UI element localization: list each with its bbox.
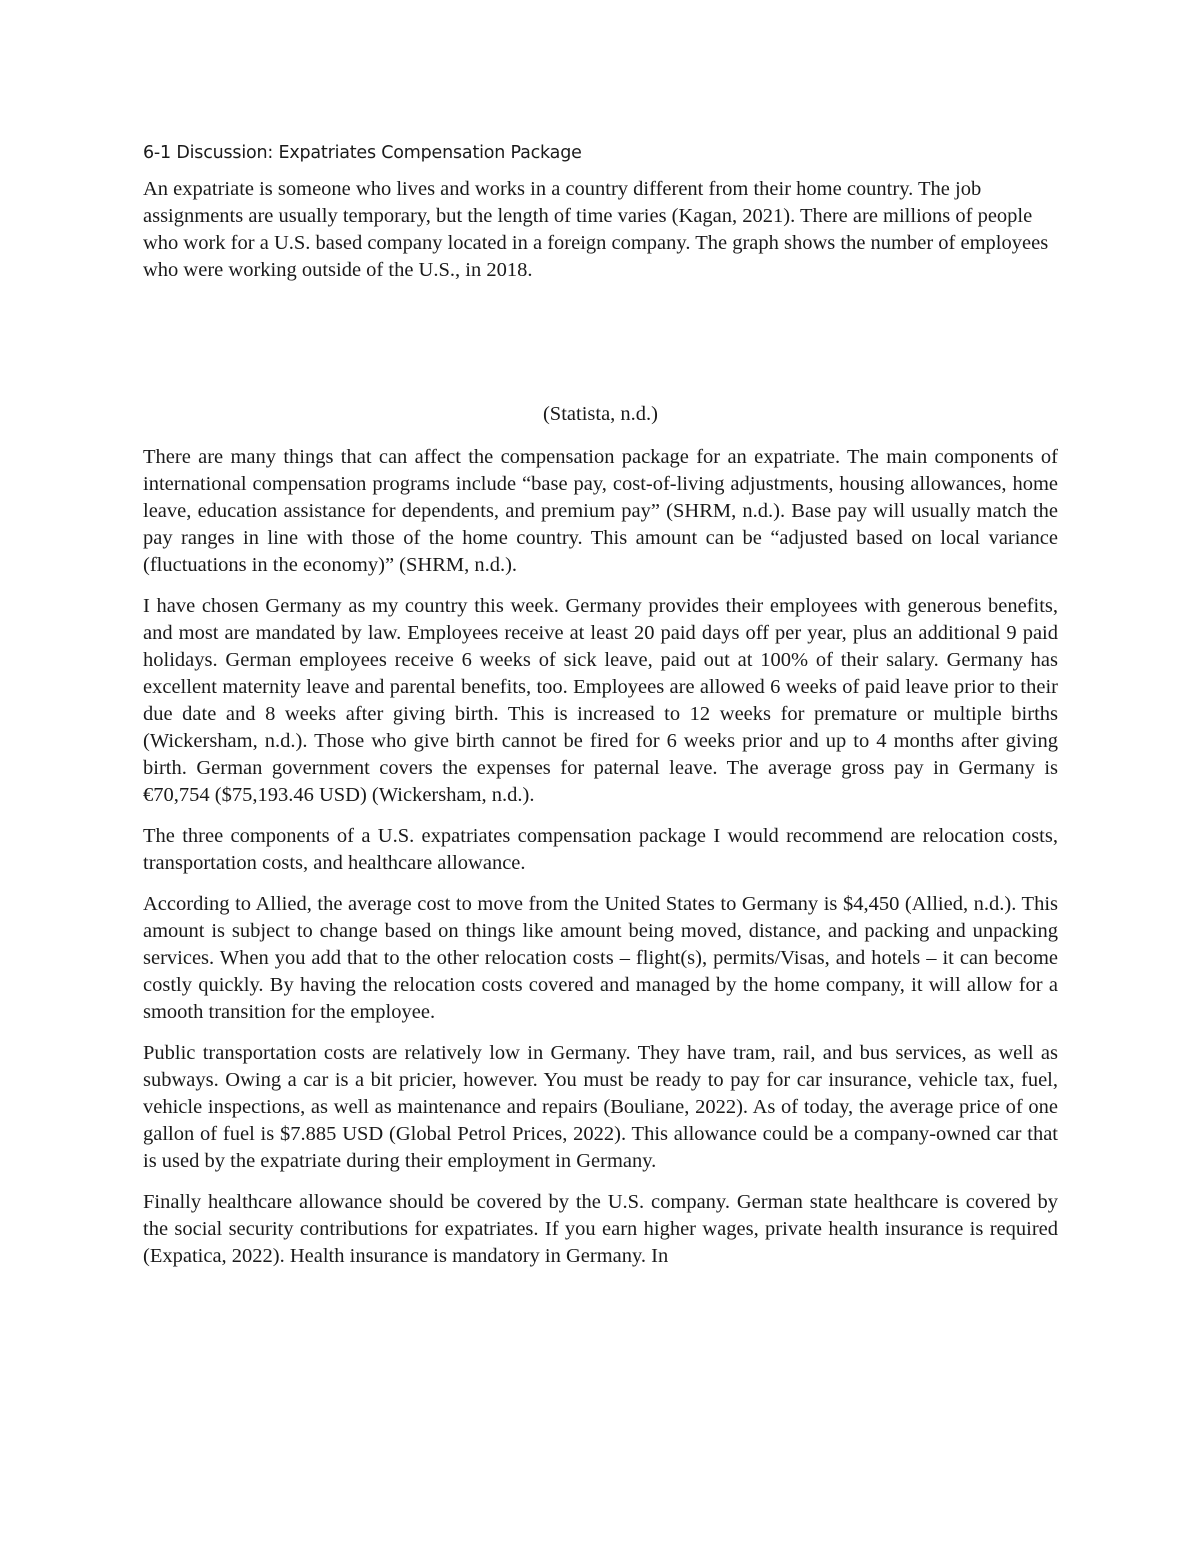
paragraph-compensation-components: There are many things that can affect the compensation package for an expatriate. The main components of international compensation programs include “base pay, cost-of-living adjustments, housing allowances, home leave, education assistance for dependents, and premium pay” (SHRM, n.d.). Base pay will usually match the pay ranges in line with those of the home country. This amount can be “adjusted based on local variance (fluctuations in the economy)” (SHRM, n.d.).: [143, 446, 1058, 576]
paragraph-healthcare-allowance: Finally healthcare allowance should be covered by the U.S. company. German state healthcare is covered by the social security contributions for expatriates. If you earn higher wages, private health insurance is required (Expatica, 2022). Health insurance is mandatory in Germany. In: [143, 1191, 1058, 1267]
graph-placeholder: [143, 298, 1058, 401]
paragraph-relocation-costs: According to Allied, the average cost to move from the United States to Germany is $4,450 (Allied, n.d.). This amount is subject to change based on things like amount being moved, distance, and packing and unpacking services. When you add that to the other relocation costs – flight(s), permits/Visas, and hotels – it can become costly quickly. By having the relocation costs covered and managed by the home company, it will allow for a smooth transition for the employee.: [143, 893, 1058, 1023]
paragraph-recommended-components: The three components of a U.S. expatriates compensation package I would recommend are relocation costs, transportation costs, and healthcare allowance.: [143, 825, 1058, 874]
figure-caption: (Statista, n.d.): [542, 403, 658, 425]
document-page: [143, 140, 1058, 1284]
document-title: 6-1 Discussion: Expatriates Compensation Package: [143, 143, 582, 163]
paragraph-transportation-costs: Public transportation costs are relatively low in Germany. They have tram, rail, and bus services, as well as subways. Owing a car is a bit pricier, however. You must be ready to pay for car insurance, vehicle tax, fuel, vehicle inspections, as well as maintenance and repairs (Bouliane, 2022). As of today, the average price of one gallon of fuel is $7.885 USD (Global Petrol Prices, 2022). This allowance could be a company-owned car that is used by the expatriate during their employment in Germany.: [143, 1042, 1058, 1172]
paragraph-germany-benefits: I have chosen Germany as my country this week. Germany provides their employees with generous benefits, and most are mandated by law. Employees receive at least 20 paid days off per year, plus an additional 9 paid holidays. German employees receive 6 weeks of sick leave, paid out at 100% of their salary. Germany has excellent maternity leave and parental benefits, too. Employees are allowed 6 weeks of paid leave prior to their due date and 8 weeks after giving birth. This is increased to 12 weeks for premature or multiple births (Wickersham, n.d.). Those who give birth cannot be fired for 6 weeks prior and up to 4 months after giving birth. German government covers the expenses for paternal leave. The average gross pay in Germany is €70,754 ($75,193.46 USD) (Wickersham, n.d.).: [143, 595, 1058, 806]
paragraph-intro: An expatriate is someone who lives and works in a country different from their home country. The job assignments are usually temporary, but the length of time varies (Kagan, 2021). There are millions of people who work for a U.S. based company located in a foreign company. The graph shows the number of employees who were working outside of the U.S., in 2018.: [143, 178, 1049, 281]
